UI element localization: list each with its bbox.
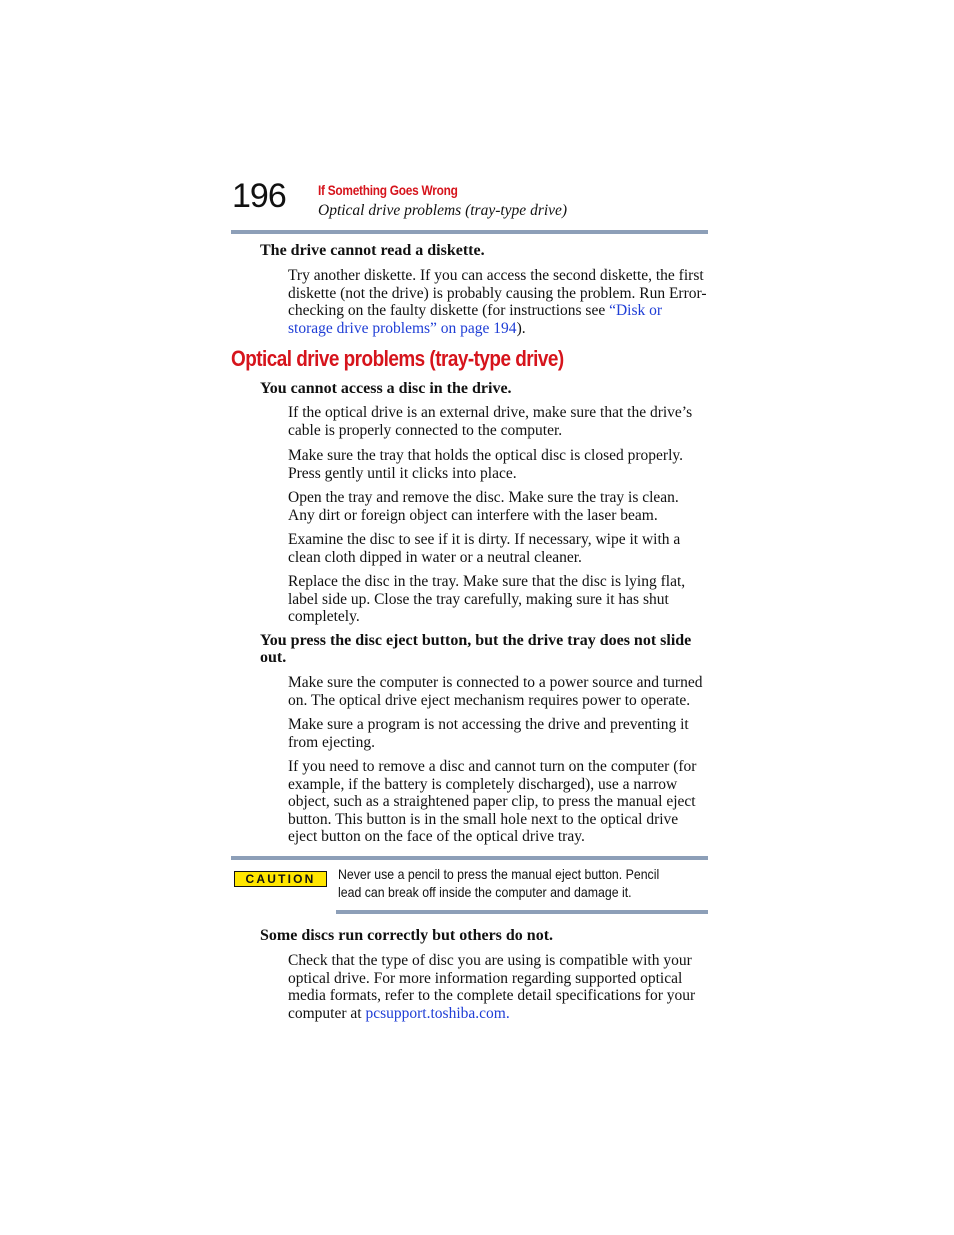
header-rule: [231, 230, 708, 234]
question-diskette: The drive cannot read a diskette.: [260, 242, 485, 259]
answer-paragraph: Make sure the tray that holds the optical disc is closed properly. Press gently until it clicks into place.: [288, 447, 684, 482]
support-link[interactable]: pcsupport.toshiba.com.: [365, 1004, 510, 1022]
section-heading: Optical drive problems (tray-type drive): [231, 346, 564, 371]
answer-paragraph: Open the tray and remove the disc. Make sure the tray is clean. Any dirt or foreign object can interfere with the laser beam.: [288, 489, 679, 524]
section-subtitle: Optical drive problems (tray-type drive): [318, 202, 568, 219]
caution-bottom-rule: [336, 910, 708, 914]
answer-diskette-text: Try another diskette. If you can access the second diskette, the first diskette (not the drive) is probably causing the problem. Run Error-checking on the faulty diskette (for instructions see: [288, 267, 707, 319]
caution-top-rule: [231, 856, 708, 860]
caution-text: Never use a pencil to press the manual eject button. Pencil lead can break off inside the computer and damage it.: [338, 866, 660, 900]
answer-paragraph: Make sure the computer is connected to a power source and turned on. The optical drive eject mechanism requires power to operate.: [288, 674, 703, 709]
page-number: 196: [232, 177, 286, 215]
question-some-discs: Some discs run correctly but others do not.: [260, 927, 554, 944]
answer-paragraph: Examine the disc to see if it is dirty. If necessary, wipe it with a clean cloth dipped in water or a neutral cleaner.: [288, 531, 681, 566]
answer-some-discs: [288, 952, 708, 1022]
answer-paragraph: If the optical drive is an external drive, make sure that the drive’s cable is properly connected to the computer.: [288, 404, 693, 439]
chapter-title: If Something Goes Wrong: [318, 183, 458, 198]
question-eject: You press the disc eject button, but the drive tray does not slide out.: [260, 632, 692, 666]
answer-diskette-end: ).: [516, 319, 526, 337]
caution-badge: CAUTION: [234, 871, 327, 887]
question-cannot-access: You cannot access a disc in the drive.: [260, 380, 512, 397]
answer-some-discs-text: Check that the type of disc you are using is compatible with your optical drive. For more information regarding supported optical media formats, refer to the complete detail specifications for your computer at: [288, 952, 696, 1022]
answer-paragraph: If you need to remove a disc and cannot turn on the computer (for example, if the battery is completely discharged), use a narrow object, such as a straightened paper clip, to press the manual eject button. This button is in the small hole next to the optical drive eject button on the face of the optical drive tray.: [288, 758, 697, 845]
answer-diskette: [288, 267, 708, 337]
answer-paragraph: Make sure a program is not accessing the drive and preventing it from ejecting.: [288, 716, 689, 751]
answer-paragraph: Replace the disc in the tray. Make sure that the disc is lying flat, label side up. Close the tray carefully, making sure it has shut completely.: [288, 573, 686, 625]
disk-problems-link[interactable]: “Disk or storage drive problems” on page 194: [288, 302, 663, 337]
